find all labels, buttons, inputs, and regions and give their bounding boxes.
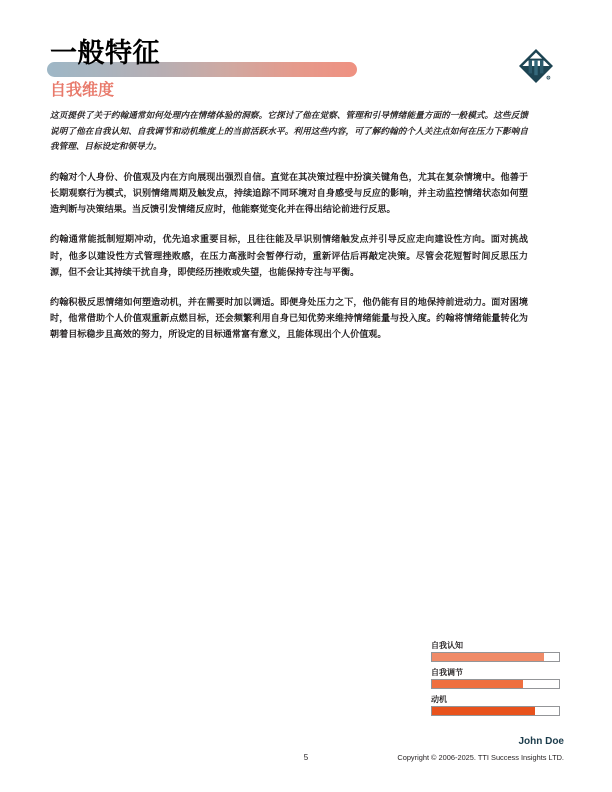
score-label-self-regulation: 自我调节 <box>431 668 463 677</box>
page-content <box>50 108 528 343</box>
score-label-self-awareness: 自我认知 <box>431 641 463 650</box>
page-title: 一般特征 <box>50 38 160 68</box>
footer-respondent-name: John Doe <box>518 736 564 747</box>
score-track-self-awareness <box>431 652 560 662</box>
score-track-self-regulation <box>431 679 560 689</box>
score-label-motivation: 动机 <box>431 695 447 704</box>
svg-text:R: R <box>547 77 550 80</box>
body-paragraph-2: 约翰通常能抵制短期冲动，优先追求重要目标，且往往能及早识别情绪触发点并引导反应走向建设性方向。面对挑战时，他多以建设性方式管理挫败感，在压力高涨时会暂停行动，重新评估后再敲定决策。尽管会花短暂时间反思压力源，但不会让其持续干扰自身，即使经历挫败或失望，也能保持专注与平衡。 <box>50 234 528 277</box>
score-fill-motivation <box>432 707 535 715</box>
intro-paragraph: 这页提供了关于约翰通常如何处理内在情绪体验的洞察。它探讨了他在觉察、管理和引导情绪能量方面的一般模式。这些反馈说明了他在自我认知、自我调节和动机维度上的当前活跃水平。利用这些内容，可了解约翰的个人关注点如何在压力下影响自我管理、目标设定和领导力。 <box>50 110 528 152</box>
body-paragraph-1: 约翰对个人身份、价值观及内在方向展现出强烈自信。直觉在其决策过程中扮演关键角色，尤其在复杂情境中。他善于长期观察行为模式，识别情绪周期及触发点，持续追踪不同环境对自身感受与反应的影响，并主动监控情绪状态如何塑造判断与决策结果。当反馈引发情绪反应时，他能察觉变化并在得出结论前进行反思。 <box>50 171 528 215</box>
tti-diamond-logo-icon <box>516 46 556 86</box>
footer-copyright: Copyright © 2006-2025. TTI Success Insights LTD. <box>397 753 564 762</box>
page-number: 5 <box>303 753 309 762</box>
page-header <box>0 0 612 105</box>
body-paragraph-3: 约翰积极反思情绪如何塑造动机，并在需要时加以调适。即便身处压力之下，他仍能有目的地保持前进动力。面对困境时，他常借助个人价值观重新点燃目标，还会频繁利用自身已知优势来维持情绪能量与投入度。约翰将情绪能量转化为朝着目标稳步且高效的努力，所设定的目标通常富有意义，且能体现出个人价值观。 <box>50 297 528 340</box>
score-row-self-awareness <box>431 640 561 662</box>
dimension-score-chart <box>431 640 561 721</box>
score-fill-self-regulation <box>432 680 523 688</box>
score-row-motivation <box>431 694 561 716</box>
score-track-motivation <box>431 706 560 716</box>
score-fill-self-awareness <box>432 653 544 661</box>
section-title: 自我维度 <box>50 82 115 99</box>
score-row-self-regulation <box>431 667 561 689</box>
